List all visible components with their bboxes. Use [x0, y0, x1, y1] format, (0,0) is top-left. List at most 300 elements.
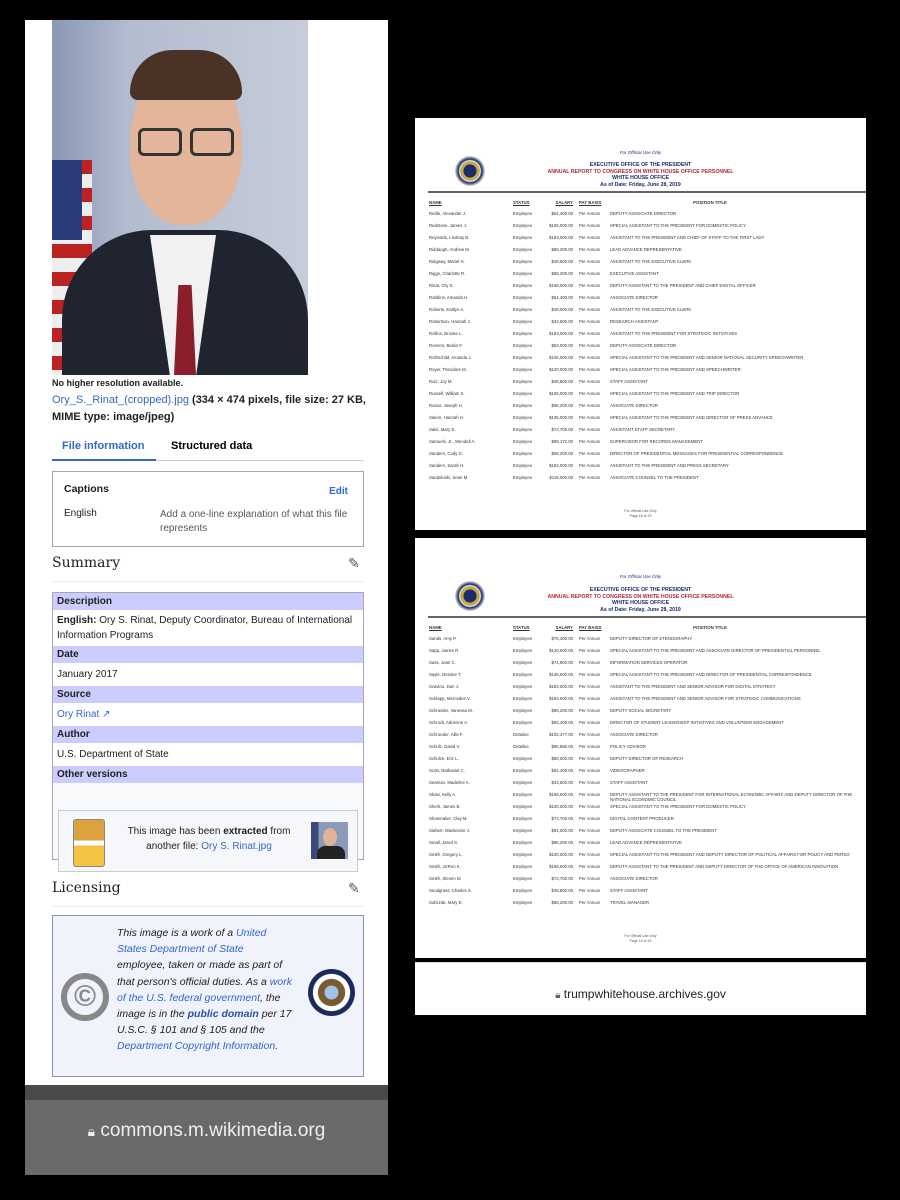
- cell: $86,200.00: [551, 247, 573, 252]
- flag-canton: [52, 160, 82, 240]
- cell: Roberts, Kaitlyn A.: [429, 307, 465, 312]
- cell: Per Annum: [579, 804, 601, 809]
- cell: $120,000.00: [549, 367, 573, 372]
- table-row: [415, 684, 866, 696]
- cell: STAFF ASSISTANT: [610, 780, 648, 785]
- column-header: POSITION TITLE: [693, 200, 727, 205]
- cell: $72,700.00: [551, 427, 573, 432]
- cell: Per Annum: [579, 816, 601, 821]
- description-text: Ory S. Rinat, Deputy Coordinator, Bureau of International Information Programs: [57, 615, 353, 641]
- cell: Per Annum: [579, 660, 601, 665]
- cell: ASSISTANT STAFF SECRETARY: [610, 427, 676, 432]
- table-row: [415, 307, 866, 319]
- divider: [52, 906, 364, 907]
- public-domain-icon: ©: [61, 973, 109, 1021]
- tab-bar: [52, 435, 364, 461]
- cell: Employee: [513, 211, 533, 216]
- cell: Per Annum: [579, 307, 601, 312]
- cell: $119,000.00: [549, 475, 573, 480]
- cell: $48,800.00: [551, 379, 573, 384]
- cell: ASSISTANT TO THE EXECUTIVE CLERK: [610, 259, 692, 264]
- table-row: [415, 756, 866, 768]
- url-text: 🔒︎ commons.m.wikimedia.org: [87, 1120, 326, 1141]
- cell: Per Annum: [579, 696, 601, 701]
- cell: $53,000.00: [551, 343, 573, 348]
- cell: Employee: [513, 636, 533, 641]
- cell: Employee: [513, 343, 533, 348]
- cell: ASSISTANT TO THE PRESIDENT AND PRESS SECRETARY: [610, 463, 729, 468]
- cell: Russell, William S.: [429, 391, 465, 396]
- table-row: [415, 804, 866, 816]
- cell: Schulze, Eric L.: [429, 756, 459, 761]
- table-row: [415, 864, 866, 876]
- table-row: [415, 415, 866, 427]
- cell: RESEARCH ASSISTANT: [610, 319, 659, 324]
- source-file-link[interactable]: Ory S. Rinat.jpg: [201, 841, 272, 852]
- cell: Royer, Theodore M.: [429, 367, 467, 372]
- table-row: [415, 828, 866, 840]
- table-row: [415, 840, 866, 852]
- cell: $120,000.00: [549, 648, 573, 653]
- cell: $64,400.00: [551, 295, 573, 300]
- column-header: PAY BASIS: [579, 200, 602, 205]
- cell: Employee: [513, 271, 533, 276]
- table-row: [415, 343, 866, 355]
- cell: Per Annum: [579, 427, 601, 432]
- page-footer: For Official Use Only Page 16 of 19: [624, 934, 657, 943]
- cell: Samuels, Jr., Wendell A.: [429, 439, 476, 444]
- cell: Seaman, Madeline A.: [429, 780, 470, 785]
- report-page-16: [415, 538, 866, 958]
- cell: Employee: [513, 816, 533, 821]
- cell: Detailee: [513, 732, 529, 737]
- cell: Ruiz, Joy M.: [429, 379, 453, 384]
- cell: DEPUTY ASSISTANT TO THE PRESIDENT AND DEPUTY DIRECTOR OF THE OFFICE OF AMERICAN INNOVATION: [610, 864, 839, 869]
- state-dept-link[interactable]: United States Department of State: [117, 927, 267, 956]
- copyright-info-link[interactable]: Department Copyright Information: [117, 1040, 276, 1053]
- cell: DEPUTY ASSOCIATE DIRECTOR: [610, 343, 677, 348]
- table-row: [415, 660, 866, 672]
- column-header: STATUS: [513, 200, 530, 205]
- report-title1: EXECUTIVE OFFICE OF THE PRESIDENT: [589, 587, 692, 593]
- cell: Per Annum: [579, 235, 601, 240]
- cell: Per Annum: [579, 756, 601, 761]
- table-row: [415, 708, 866, 720]
- cell: Schlapp, Mercedes V.: [429, 696, 471, 701]
- cell: Per Annum: [579, 768, 601, 773]
- cell: $43,600.00: [551, 319, 573, 324]
- cell: $102,477.00: [549, 732, 573, 737]
- licensing-heading: Licensing: [52, 880, 121, 896]
- column-header: POSITION TITLE: [693, 625, 727, 630]
- cell: $183,000.00: [549, 235, 573, 240]
- cell: EXECUTIVE ASSISTANT: [610, 271, 659, 276]
- cell: Per Annum: [579, 780, 601, 785]
- cell: Per Annum: [579, 367, 601, 372]
- extracted-notice: [58, 810, 358, 872]
- cell: $135,000.00: [549, 672, 573, 677]
- cell: Per Annum: [579, 828, 601, 833]
- cell: Robbins, Amanda H.: [429, 295, 469, 300]
- cell: $64,400.00: [551, 768, 573, 773]
- cell: Detailee: [513, 744, 529, 749]
- cell: Per Annum: [579, 708, 601, 713]
- portrait-photo: [52, 20, 308, 375]
- source-link[interactable]: Ory Rinat: [57, 709, 100, 720]
- table-row: [415, 211, 866, 223]
- table-row: [415, 876, 866, 888]
- cell: Per Annum: [579, 259, 601, 264]
- cell: ASSISTANT TO THE PRESIDENT AND SENIOR ADVISOR FOR STRATEGIC COMMUNICATIONS: [610, 696, 801, 701]
- report-title3: WHITE HOUSE OFFICE: [611, 175, 670, 181]
- cell: Per Annum: [579, 271, 601, 276]
- cell: $72,700.00: [551, 816, 573, 821]
- cell: Smith, Gregory L.: [429, 852, 463, 857]
- cell: $106,000.00: [549, 355, 573, 360]
- cell: POLICY ADVISOR: [610, 744, 646, 749]
- cell: Employee: [513, 840, 533, 845]
- cell: $99,172.00: [551, 439, 573, 444]
- cell: DEPUTY ASSOCIATE DIRECTOR: [610, 211, 677, 216]
- cell: VIDEOGRAPHER: [610, 768, 645, 773]
- cell: Schulz, David V.: [429, 744, 461, 749]
- cell: TRAVEL MANAGER: [610, 900, 650, 905]
- cell: Employee: [513, 391, 533, 396]
- cell: Sanders, Cody G.: [429, 451, 464, 456]
- cell: Employee: [513, 319, 533, 324]
- cell: Per Annum: [579, 900, 601, 905]
- table-row: [415, 888, 866, 900]
- cell: Per Annum: [579, 840, 601, 845]
- license-text: This image is a work of a United States Department of State employee, taken or made as part of that person's official duties. As a work of the U.S. federal government, the image is in the public domain per 17 U.S.C. § 101 and § 105 and the Department Copyright Information.: [117, 927, 292, 1053]
- cell: $168,000.00: [549, 283, 573, 288]
- cell: Employee: [513, 223, 533, 228]
- column-header: SALARY: [555, 200, 573, 205]
- address-bar[interactable]: [25, 1100, 388, 1175]
- header-rule: [428, 616, 866, 618]
- cell: Shaw, Kelly A.: [429, 792, 457, 797]
- report-title3: WHITE HOUSE OFFICE: [611, 600, 670, 606]
- report-title4: As of Date: Friday, June 28, 2019: [600, 606, 681, 613]
- cell: $49,000.00: [551, 307, 573, 312]
- cell: Schrodt, Adrienne A.: [429, 720, 469, 725]
- cell: Employee: [513, 367, 533, 372]
- cell: ASSOCIATE DIRECTOR: [610, 403, 658, 408]
- cell: Employee: [513, 403, 533, 408]
- table-row: [415, 295, 866, 307]
- cell: Per Annum: [579, 684, 601, 689]
- cell: SPECIAL ASSISTANT TO THE PRESIDENT FOR DOMESTIC POLICY: [610, 223, 746, 228]
- cell: Per Annum: [579, 475, 601, 480]
- cell: Romero, Belsis F.: [429, 343, 463, 348]
- cell: $58,200.00: [551, 271, 573, 276]
- cell: Sherk, James B.: [429, 804, 461, 809]
- state-department-seal: [308, 969, 355, 1016]
- captions-title: Captions: [64, 483, 109, 495]
- cell: SPECIAL ASSISTANT TO THE PRESIDENT AND DIRECTOR OF PRESIDENTIAL CORRESPONDENCE: [610, 672, 812, 677]
- column-header: NAME: [429, 625, 442, 630]
- cell: Shoemaker, Clay M.: [429, 816, 468, 821]
- cell: Schroeder, Allie F.: [429, 732, 464, 737]
- cell: Schneider, Vanessa M.: [429, 708, 473, 713]
- cell: SPECIAL ASSISTANT TO THE PRESIDENT AND DIRECTOR OF PRESS ADVANCE: [610, 415, 773, 420]
- glasses-left: [138, 128, 182, 156]
- cell: Robertson, Hannah J.: [429, 319, 471, 324]
- lock-icon: 🔒︎: [555, 990, 561, 1001]
- cell: Employee: [513, 451, 533, 456]
- cell: Sobczak, Mary E.: [429, 900, 463, 905]
- cell: LEAD ADVANCE REPRESENTATIVE: [610, 840, 682, 845]
- cell: DEPUTY SOCIAL SECRETARY: [610, 708, 672, 713]
- cell: Per Annum: [579, 439, 601, 444]
- cell: $76,400.00: [551, 636, 573, 641]
- lock-icon: 🔒︎: [87, 1123, 96, 1139]
- table-row: [415, 792, 866, 804]
- cell: ASSOCIATE DIRECTOR: [610, 876, 658, 881]
- cell: $183,000.00: [549, 331, 573, 336]
- cell: Per Annum: [579, 636, 601, 641]
- file-meta: (334 × 474 pixels, file size: 27 KB, MIME type: image/jpeg): [52, 394, 366, 423]
- cell: $86,200.00: [551, 403, 573, 408]
- captions-box: [52, 471, 364, 547]
- cell: ASSISTANT TO THE PRESIDENT AND SENIOR ADVISOR FOR DIGITAL STRATEGY: [610, 684, 776, 689]
- cell: Per Annum: [579, 343, 601, 348]
- cell: Per Annum: [579, 463, 601, 468]
- cell: Employee: [513, 804, 533, 809]
- table-row: [415, 247, 866, 259]
- cell: Employee: [513, 475, 533, 480]
- official-use-header: For Official Use Only: [619, 150, 662, 155]
- table-row: [415, 744, 866, 756]
- cell: $158,000.00: [549, 864, 573, 869]
- table-row: [415, 283, 866, 295]
- cell: DIRECTOR OF STUDENT LEADERSHIP INITIATIVES AND VOLUNTEER ENGAGEMENT: [610, 720, 784, 725]
- cell: $74,900.00: [551, 660, 573, 665]
- table-row: [415, 852, 866, 864]
- table-row: [415, 427, 866, 439]
- tab-file-information[interactable]: File information: [62, 440, 145, 452]
- cell: $183,000.00: [549, 696, 573, 701]
- summary-heading: Summary: [52, 555, 121, 571]
- cell: Sandoloski, Sean M.: [429, 475, 469, 480]
- cell: Per Annum: [579, 283, 601, 288]
- other-versions-label: Other versions: [53, 766, 363, 783]
- tab-structured-data[interactable]: Structured data: [171, 440, 253, 452]
- cell: Snodgrass, Charles S.: [429, 888, 472, 893]
- cell: Per Annum: [579, 720, 601, 725]
- federal-work-link[interactable]: work of the U.S. federal government: [117, 975, 292, 1004]
- cell: Employee: [513, 247, 533, 252]
- cell: Per Annum: [579, 451, 601, 456]
- cell: $106,000.00: [549, 223, 573, 228]
- table-row: [415, 439, 866, 451]
- cell: Per Annum: [579, 415, 601, 420]
- cell: $106,000.00: [549, 391, 573, 396]
- table-row: [415, 403, 866, 415]
- cell: ASSISTANT TO THE EXECUTIVE CLERK: [610, 307, 692, 312]
- cell: Sanders, Sarah H.: [429, 463, 465, 468]
- cell: Employee: [513, 852, 533, 857]
- cell: Per Annum: [579, 672, 601, 677]
- cell: Employee: [513, 439, 533, 444]
- table-row: [415, 780, 866, 792]
- cell: Employee: [513, 708, 533, 713]
- cell: STAFF ASSISTANT: [610, 379, 648, 384]
- cell: Employee: [513, 648, 533, 653]
- cell: Per Annum: [579, 888, 601, 893]
- cell: Small, Jared S.: [429, 840, 459, 845]
- cell: SPECIAL ASSISTANT TO THE PRESIDENT AND DEPUTY DIRECTOR OF POLITICAL AFFAIRS FOR POLICY AND PERSO: [610, 852, 850, 857]
- cell: Employee: [513, 355, 533, 360]
- cell: Per Annum: [579, 852, 601, 857]
- cell: Per Annum: [579, 331, 601, 336]
- cell: Ridgway, Mariel H.: [429, 259, 465, 264]
- report-title2: ANNUAL REPORT TO CONGRESS ON WHITE HOUSE OFFICE PERSONNEL: [547, 593, 734, 600]
- cell: $64,400.00: [551, 211, 573, 216]
- cell: Employee: [513, 696, 533, 701]
- cell: INFORMATION SERVICES OPERATOR: [610, 660, 688, 665]
- table-row: [415, 696, 866, 708]
- cell: $86,200.00: [551, 708, 573, 713]
- cell: Per Annum: [579, 864, 601, 869]
- edit-pencil-icon[interactable]: ✎: [348, 555, 360, 571]
- cell: Employee: [513, 660, 533, 665]
- cell: Rollins, Brooke L.: [429, 331, 463, 336]
- cell: Employee: [513, 756, 533, 761]
- extracted-text: This image has been extracted from another file: Ory S. Rinat.jpg: [127, 826, 291, 852]
- table-row: [415, 235, 866, 247]
- table-row: [415, 271, 866, 283]
- cell: Employee: [513, 672, 533, 677]
- table-row: [415, 355, 866, 367]
- cell: $120,000.00: [549, 804, 573, 809]
- edit-pencil-icon[interactable]: ✎: [348, 880, 360, 896]
- cell: Riggs, Charlotte R.: [429, 271, 466, 276]
- cell: DEPUTY ASSISTANT TO THE PRESIDENT FOR INTERNATIONAL ECONOMIC AFFAIRS AND DEPUTY DIRECTOR OF THE NATIONAL ECONOMIC COUNCIL: [610, 792, 853, 802]
- column-header: SALARY: [555, 625, 573, 630]
- cell: Employee: [513, 415, 533, 420]
- cell: Rinat, Ory S.: [429, 283, 454, 288]
- cell: $135,000.00: [549, 415, 573, 420]
- cell: ASSOCIATE DIRECTOR: [610, 732, 658, 737]
- extracted-image-icon: [73, 819, 105, 867]
- cell: Per Annum: [579, 391, 601, 396]
- table-row: [415, 379, 866, 391]
- cell: Scavino, Dan J.: [429, 684, 460, 689]
- cell: Employee: [513, 780, 533, 785]
- table-row: [415, 223, 866, 235]
- table-row: [415, 636, 866, 648]
- cell: Riddaugh, Andrew M.: [429, 247, 471, 252]
- table-row: [415, 331, 866, 343]
- address-bar-whitehouse[interactable]: [415, 962, 866, 1015]
- cell: $183,000.00: [549, 463, 573, 468]
- summary-table: [52, 592, 364, 860]
- cell: Employee: [513, 768, 533, 773]
- cell: Reynolds, Lindsay B.: [429, 235, 470, 240]
- cell: Employee: [513, 900, 533, 905]
- cell: ASSISTANT TO THE PRESIDENT AND CHIEF OF STAFF TO THE FIRST LADY: [610, 235, 765, 240]
- cell: SPECIAL ASSISTANT TO THE PRESIDENT AND SENIOR NATIONAL SECURITY SPEECHWRITER: [610, 355, 804, 360]
- cell: $94,000.00: [551, 828, 573, 833]
- table-row: [415, 475, 866, 487]
- captions-edit-button[interactable]: Edit: [329, 486, 348, 497]
- cell: STAFF ASSISTANT: [610, 888, 648, 893]
- table-row: [415, 732, 866, 744]
- cell: $158,000.00: [549, 792, 573, 797]
- table-row: [415, 900, 866, 912]
- cell: DEPUTY ASSISTANT TO THE PRESIDENT AND CHIEF DIGITAL OFFICER: [610, 283, 756, 288]
- cell: Scott, Nathaniel C.: [429, 768, 465, 773]
- cell: Per Annum: [579, 247, 601, 252]
- file-info: [52, 392, 367, 426]
- caption-input[interactable]: Add a one-line explanation of what this file represents: [160, 509, 348, 534]
- cell: Per Annum: [579, 295, 601, 300]
- official-use-header: For Official Use Only: [619, 574, 662, 579]
- cell: Employee: [513, 876, 533, 881]
- cell: Siebert, Mackenzie J.: [429, 828, 471, 833]
- cell: Employee: [513, 331, 533, 336]
- cell: $58,200.00: [551, 451, 573, 456]
- column-header: PAY BASIS: [579, 625, 602, 630]
- cell: $56,200.00: [551, 900, 573, 905]
- url-text: 🔒︎ trumpwhitehouse.archives.gov: [555, 987, 726, 1001]
- table-row: [415, 319, 866, 331]
- cell: Per Annum: [579, 876, 601, 881]
- author-value: U.S. Department of State: [53, 743, 363, 766]
- cell: Employee: [513, 259, 533, 264]
- source-thumbnail[interactable]: [311, 822, 348, 859]
- hair: [130, 50, 242, 100]
- cell: Employee: [513, 828, 533, 833]
- report-title1: EXECUTIVE OFFICE OF THE PRESIDENT: [589, 162, 692, 168]
- cell: Russo, Joseph H.: [429, 403, 463, 408]
- cell: Employee: [513, 307, 533, 312]
- description-lang: English:: [57, 615, 97, 626]
- cell: ASSOCIATE DIRECTOR: [610, 295, 658, 300]
- cell: Per Annum: [579, 379, 601, 384]
- cell: $120,000.00: [549, 852, 573, 857]
- active-tab-indicator: [52, 459, 156, 461]
- cell: Per Annum: [579, 732, 601, 737]
- cell: $43,600.00: [551, 780, 573, 785]
- cell: Employee: [513, 295, 533, 300]
- table-row: [415, 720, 866, 732]
- description-label: Description: [53, 593, 363, 610]
- cell: Salem, Hannah H.: [429, 415, 465, 420]
- table-row: [415, 648, 866, 660]
- cell: ASSOCIATE COUNSEL TO THE PRESIDENT: [610, 475, 699, 480]
- cell: Smith, Steven M.: [429, 876, 462, 881]
- glasses-right: [190, 128, 234, 156]
- report-title4: As of Date: Friday, June 28, 2019: [600, 181, 681, 188]
- table-row: [415, 768, 866, 780]
- cell: DIRECTOR OF PRESIDENTIAL MESSAGES FOR PRESIDENTIAL CORRESPONDENCE: [610, 451, 784, 456]
- table-row: [415, 451, 866, 463]
- cell: Employee: [513, 427, 533, 432]
- cell: Employee: [513, 463, 533, 468]
- file-link[interactable]: Ory_S._Rinat_(cropped).jpg: [52, 394, 189, 406]
- table-row: [415, 259, 866, 271]
- header-rule: [428, 191, 866, 193]
- cell: Employee: [513, 379, 533, 384]
- cell: Redstone, James J.: [429, 223, 467, 228]
- cell: Employee: [513, 720, 533, 725]
- date-label: Date: [53, 646, 363, 663]
- cell: Employee: [513, 792, 533, 797]
- cell: Per Annum: [579, 355, 601, 360]
- public-domain-link[interactable]: public domain: [187, 1008, 259, 1021]
